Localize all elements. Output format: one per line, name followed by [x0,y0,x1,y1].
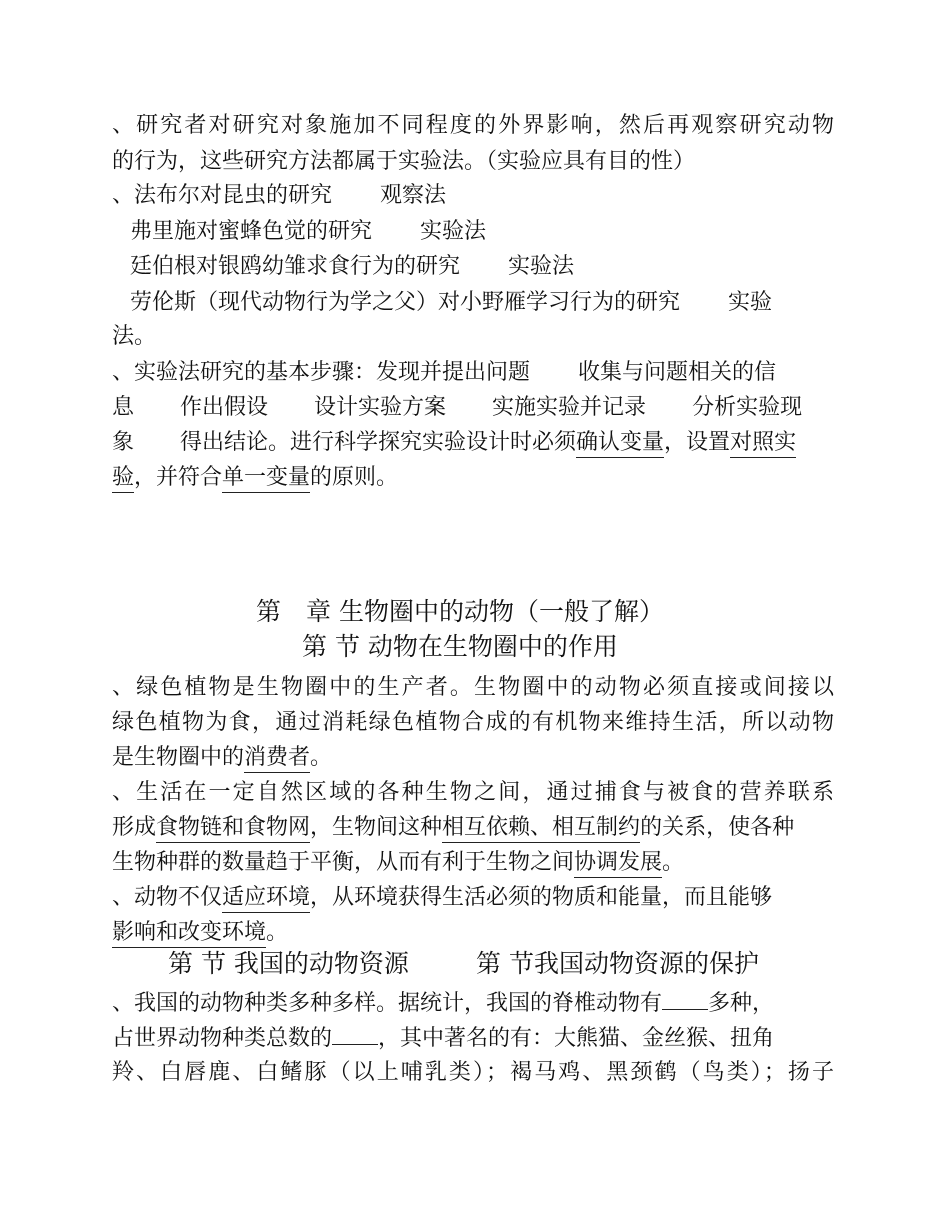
paragraph-line [112,810,794,841]
paragraph-line [112,460,398,491]
paragraph-line [112,1020,774,1052]
method-text: 观察法 [380,183,447,208]
key-term: 食物链和食物网 [156,815,310,843]
paragraph-line: 羚、白唇鹿、白鳍豚（以上哺乳类）；褐马鸡、黑颈鹤（鸟类）；扬子 [112,1060,834,1085]
list-item [130,285,772,316]
researcher-text: 廷伯根对银鸥幼雏求食行为的研究 [130,254,461,279]
paragraph-line: 、生活在一定自然区域的各种生物之间，通过捕食与被食的营养联系 [112,780,834,805]
body-text: 、我国的动物种类多种多样。据统计，我国的脊椎动物有 [112,991,663,1016]
key-term: 对照实 [730,430,796,458]
method-text: 实验法 [420,219,487,244]
body-text: ，并符合 [134,465,223,490]
step-item: 实施实验并记录 [492,395,647,420]
paragraph-line: 、绿色植物是生物圈中的生产者。生物圈中的动物必须直接或间接以 [112,675,834,700]
key-term: 验 [112,465,134,493]
paragraph-line [112,880,772,911]
paragraph-line: 法。 [112,324,157,349]
step-item: 象 [112,430,135,455]
body-text: 多种， [708,991,775,1016]
step-item: 作出假设 [180,395,269,420]
fill-blank [662,985,708,1010]
body-text: 。 [662,850,685,875]
paragraph-line [112,390,802,421]
list-item [130,249,574,280]
body-text: 占世界动物种类总数的 [112,1026,333,1051]
paragraph-line [112,425,796,456]
key-term: 消费者 [244,745,310,773]
key-term: 影响和改变环境 [112,920,266,948]
paragraph-line: 、研究者对研究对象施加不同程度的外界影响，然后再观察研究动物 [112,113,834,138]
body-text: 。 [266,920,289,945]
key-term: 单一变量 [222,465,310,493]
paragraph-line: 的行为，这些研究方法都属于实验法。（实验应具有目的性） [112,149,696,174]
body-text: ，其中著名的有：大熊猫、金丝猴、扭角 [378,1026,775,1051]
method-text: 实验法 [508,254,575,279]
key-term: 适应环境 [222,885,310,913]
body-text: 。 [310,745,333,770]
step-item: 分析实验现 [692,395,803,420]
list-item [130,214,486,245]
body-text: 是生物圈中的 [112,745,245,770]
body-text: 的关系，使各种 [640,815,795,840]
body-text: 的原则。 [310,465,399,490]
paragraph-line: 绿色植物为食，通过消耗绿色植物合成的有机物来维持生活，所以动物 [112,710,834,735]
key-term: 确认变量 [576,430,664,458]
paragraph-line [112,355,776,386]
section-title: 第 节 我国的动物资源 [168,949,409,978]
key-term: 协调发展 [574,850,662,878]
body-text: ，从环境获得生活必须的物质和能量，而且能够 [310,885,773,910]
paragraph-line [112,915,288,946]
paragraph-line [112,740,332,771]
researcher-text: 劳伦斯（现代动物行为学之父）对小野雁学习行为的研究 [130,290,681,315]
paragraph-line [112,985,774,1017]
body-text: 生物种群的数量趋于平衡，从而有利于生物之间 [112,850,575,875]
body-text: ，设置 [664,430,731,455]
method-text: 实验 [728,290,773,315]
researcher-text: 、法布尔对昆虫的研究 [112,183,333,208]
key-term: 相互依赖、相互制约 [442,815,640,843]
chapter-title: 第 章 生物圈中的动物（一般了解） [256,597,664,626]
body-text: 得出结论。进行科学探究实验设计时必须 [180,430,577,455]
paragraph-line [112,845,684,876]
body-text: 、动物不仅 [112,885,223,910]
body-text: ，生物间这种 [310,815,443,840]
step-item: 息 [112,395,135,420]
steps-text: 、实验法研究的基本步骤：发现并提出问题 [112,360,531,385]
fill-blank [332,1020,378,1045]
steps-text: 收集与问题相关的信 [578,360,777,385]
body-text: 形成 [112,815,157,840]
list-item [112,178,446,209]
step-item: 设计实验方案 [314,395,447,420]
section-title: 第 节 动物在生物圈中的作用 [302,632,618,661]
researcher-text: 弗里施对蜜蜂色觉的研究 [130,219,373,244]
section-title: 第 节我国动物资源的保护 [476,949,759,978]
